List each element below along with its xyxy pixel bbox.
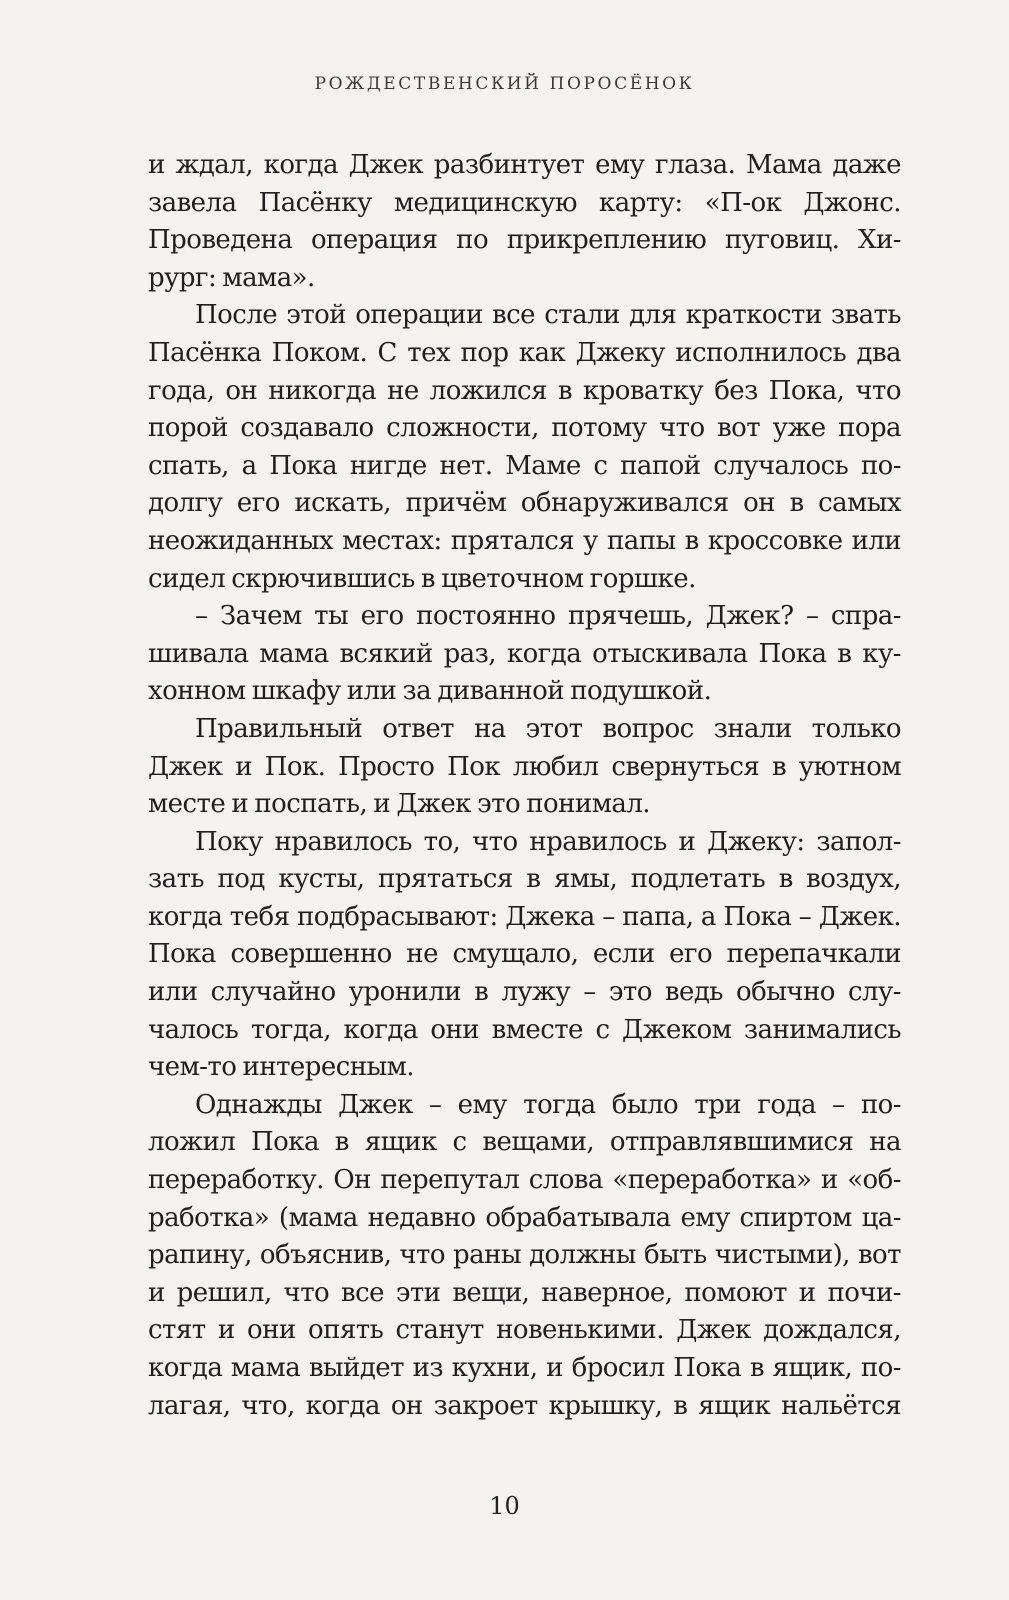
text-line: После этой операции все стали для краткости звать [195, 300, 901, 331]
page-number: 10 [489, 1492, 520, 1520]
text-line: – Зачем ты его постоянно прячешь, Джек? – спра- [195, 601, 901, 632]
text-line: и решил, что все эти вещи, наверное, помоют и почи- [148, 1277, 901, 1308]
text-line: или случайно уронили в лужу – это ведь обычно слу- [148, 977, 901, 1008]
text-line: зать под кусты, прятаться в ямы, подлетать в воздух, [148, 864, 901, 895]
text-line: Джек и Пок. Просто Пок любил свернуться в уютном [148, 751, 901, 782]
text-line: месте и поспать, и Джек это понимал. [148, 789, 651, 820]
text-line: хонном шкафу или за диванной подушкой. [148, 676, 712, 707]
text-line: Правильный ответ на этот вопрос знали только [195, 713, 901, 744]
text-line: стят и они опять станут новенькими. Джек дождался, [148, 1315, 901, 1346]
running-head: РОЖДЕСТВЕНСКИЙ ПОРОСЁНОК [314, 74, 695, 94]
text-line: рург: мама». [148, 262, 315, 293]
text-line: Проведена операция по прикреплению пуговиц. Хи- [148, 225, 901, 256]
text-line: завела Пасёнку медицинскую карту: «П-ок Джонс. [148, 187, 901, 218]
body-text [148, 147, 901, 1425]
text-line: долгу его искать, причём обнаруживался он в самых [148, 488, 901, 519]
text-line: переработку. Он перепутал слова «переработка» и «об- [148, 1165, 901, 1196]
text-line: и ждал, когда Джек разбинтует ему глаза. Мама даже [148, 150, 901, 180]
text-line: когда тебя подбрасывают: Джека – папа, а Пока – Джек. [148, 901, 901, 932]
text-line: Пока совершенно не смущало, если его перепачкали [148, 939, 901, 970]
text-line: ложил Пока в ящик с вещами, отправлявшимися на [148, 1127, 901, 1158]
text-line: спать, а Пока нигде нет. Маме с папой случалось по- [148, 450, 901, 481]
text-line: шивала мама всякий раз, когда отыскивала Пока в ку- [148, 638, 901, 669]
text-line: когда мама выйдет из кухни, и бросил Пока в ящик, по- [148, 1353, 901, 1383]
text-line: Поку нравилось то, что нравилось и Джеку: запол- [195, 826, 901, 857]
text-line: рапину, объяснив, что раны должны быть чистыми), вот [148, 1240, 901, 1271]
text-line: Пасёнка Поком. С тех пор как Джеку исполнилось два [148, 337, 901, 368]
text-line: работка» (мама недавно обрабатывала ему спиртом ца- [148, 1202, 901, 1233]
text-line: сидел скрючившись в цветочном горшке. [148, 563, 696, 594]
text-line: неожиданных местах: прятался у папы в кроссовке или [148, 525, 901, 556]
text-line: Однажды Джек – ему тогда было три года – по- [195, 1089, 901, 1120]
text-line: года, он никогда не ложился в кроватку без Пока, что [148, 375, 901, 406]
text-line: порой создавало сложности, потому что вот уже пора [148, 413, 901, 444]
text-line: чалось тогда, когда они вместе с Джеком занимались [148, 1014, 901, 1045]
text-line: лагая, что, когда он закроет крышку, в ящик нальётся [148, 1390, 901, 1421]
text-line: чем-то интересным. [148, 1052, 415, 1083]
